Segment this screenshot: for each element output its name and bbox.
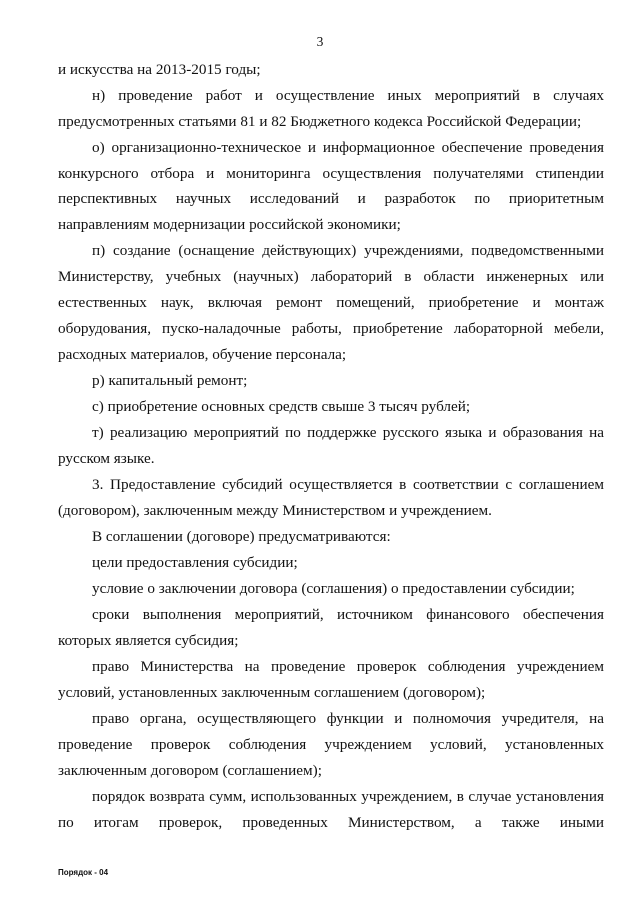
text-line: р) капитальный ремонт; — [92, 372, 248, 389]
text-line: п) создание (оснащение действующих) учреждениями, подведомственными — [92, 242, 604, 259]
text-line: заключенным договором (соглашением); — [58, 762, 322, 779]
text-line: право Министерства на проведение проверок соблюдения учреждением — [92, 658, 604, 675]
text-line: конкурсного отбора и мониторинга осуществления получателями стипендии — [58, 165, 604, 182]
text-line: проведение проверок соблюдения учреждением условий, установленных — [58, 736, 604, 753]
text-line: порядок возврата сумм, использованных учреждением, в случае установления — [92, 788, 604, 805]
text-line: т) реализацию мероприятий по поддержке русского языка и образования на — [92, 424, 604, 441]
text-line: и искусства на 2013-2015 годы; — [58, 61, 261, 78]
text-line: сроки выполнения мероприятий, источником финансового обеспечения — [92, 606, 604, 623]
text-line: В соглашении (договоре) предусматриваются: — [92, 528, 391, 545]
text-line: 3. Предоставление субсидий осуществляется в соответствии с соглашением — [92, 476, 604, 493]
text-line: которых является субсидия; — [58, 632, 239, 649]
text-line: русском языке. — [58, 450, 155, 467]
text-line: цели предоставления субсидии; — [92, 554, 298, 571]
text-line: условие о заключении договора (соглашения) о предоставлении субсидии; — [92, 580, 575, 597]
text-line: перспективных научных исследований и разработок по приоритетным — [58, 190, 604, 207]
text-line: н) проведение работ и осуществление иных мероприятий в случаях — [92, 87, 604, 104]
text-line: с) приобретение основных средств свыше 3 тысяч рублей; — [92, 398, 471, 415]
text-line: о) организационно-техническое и информационное обеспечение проведения — [92, 139, 604, 156]
footer-label: Порядок - 04 — [58, 868, 109, 877]
text-line: направлениям модернизации российской экономики; — [58, 216, 401, 233]
page-number: 3 — [316, 34, 324, 49]
text-line: оборудования, пуско-наладочные работы, приобретение лабораторной мебели, — [58, 320, 604, 337]
text-line: право органа, осуществляющего функции и полномочия учредителя, на — [92, 710, 604, 727]
text-line: естественных наук, включая ремонт помещений, приобретение и монтаж — [58, 294, 604, 311]
text-line: предусмотренных статьями 81 и 82 Бюджетного кодекса Российской Федерации; — [58, 113, 582, 130]
text-line: расходных материалов, обучение персонала; — [58, 346, 347, 363]
text-line: Министерству, учебных (научных) лабораторий в области инженерных или — [58, 268, 604, 285]
text-line: условий, установленных заключенным соглашением (договором); — [58, 684, 486, 701]
text-line: (договором), заключенным между Министерством и учреждением. — [58, 502, 492, 519]
text-line: по итогам проверок, проведенных Министерством, а также иными — [58, 814, 604, 831]
